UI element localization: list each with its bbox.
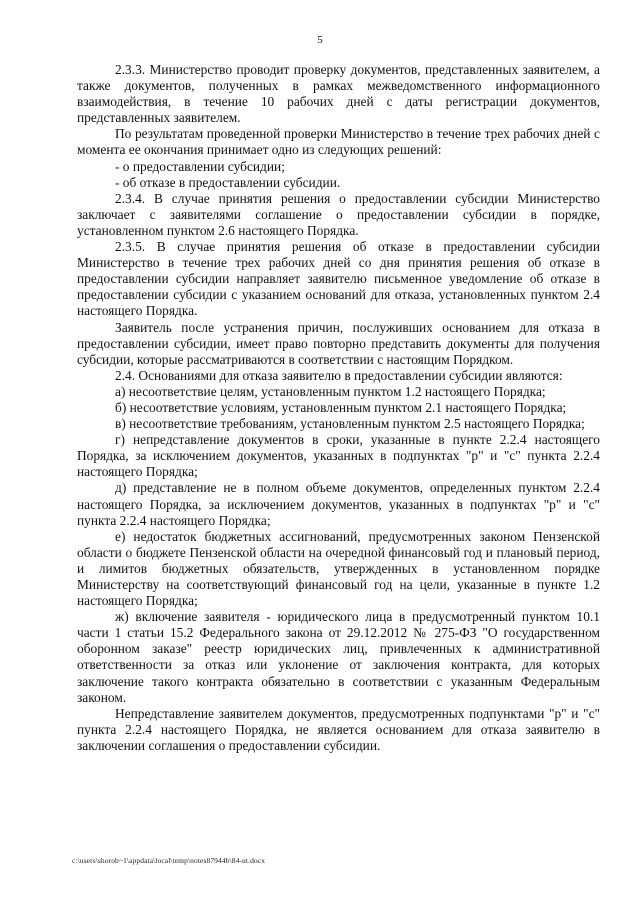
footer-file-path: c:\users\shorob~1\appdata\local\temp\notes87944b\84-ut.docx xyxy=(72,856,266,865)
page-number: 5 xyxy=(317,34,323,46)
paragraph-2-3-3: 2.3.3. Министерство проводит проверку документов, представленных заявителем, а также документов, полученных в рамках межведомственного информационного взаимодействия, в течение 10 рабочих дней с даты регистрации документов, представленных заявителем. xyxy=(77,62,600,126)
paragraph-2-4-zh: ж) включение заявителя - юридического лица в предусмотренный пунктом 10.1 части 1 статьи 15.2 Федерального закона от 29.12.2012 № 275-ФЗ "О государственном оборонном заказе" реестр юридических лиц, привлеченных к административной ответственности за отказ или уклонение от заключения контракта, для которых заключение такого контракта обязательно в соответствии с указанным Федеральным законом. xyxy=(77,609,600,705)
paragraph-2-3-5: 2.3.5. В случае принятия решения об отказе в предоставлении субсидии Министерство в течение трех рабочих дней со дня принятия решения об отказе в предоставлении субсидии направляет заявителю письменное уведомление об отказе в предоставлении субсидии с указанием оснований для отказа, установленных пунктом 2.4 настоящего Порядка. xyxy=(77,239,600,319)
paragraph-2-4-e: е) недостаток бюджетных ассигнований, предусмотренных законом Пензенской области о бюджете Пензенской области на очередной финансовый год и плановый период, и лимитов бюджетных обязательств, утвержденных в установленном порядке Министерству на соответствующий финансовый год на цели, указанные в пункте 1.2 настоящего Порядка; xyxy=(77,528,600,609)
paragraph-2-4-v: в) несоответствие требованиям, установленным пунктом 2.5 настоящего Порядка; xyxy=(115,416,585,432)
paragraph-2-4-d: д) представление не в полном объеме документов, определенных пунктом 2.2.4 настоящего Порядка, за исключением документов, указанных в подпунктах "р" и "с" пункта 2.2.4 настоящего Порядка; xyxy=(77,480,600,528)
paragraph-2-4: 2.4. Основаниями для отказа заявителю в предоставлении субсидии являются: xyxy=(115,367,563,383)
paragraph-reapply: Заявитель после устранения причин, послуживших основанием для отказа в предоставлении субсидии, имеет право повторно представить документы для получения субсидии, которые рассматриваются в соответствии с настоящим Порядком. xyxy=(77,319,600,367)
paragraph-2-4-g: г) непредставление документов в сроки, указанные в пункте 2.2.4 настоящего Порядка, за исключением документов, указанных в подпунктах "р" и "с" пункта 2.2.4 настоящего Порядка; xyxy=(77,432,600,480)
paragraph-check-results: По результатам проведенной проверки Министерство в течение трех рабочих дней с момента ее окончания принимает одно из следующих решений: xyxy=(77,126,600,158)
paragraph-2-4-a: а) несоответствие целям, установленным пунктом 1.2 настоящего Порядка; xyxy=(115,383,546,399)
paragraph-decision-grant: - о предоставлении субсидии; xyxy=(115,158,285,174)
paragraph-2-4-b: б) несоответствие условиям, установленным пунктом 2.1 настоящего Порядка; xyxy=(115,399,567,415)
document-body xyxy=(77,62,600,754)
paragraph-decision-refuse: - об отказе в предоставлении субсидии. xyxy=(115,174,341,190)
paragraph-2-3-4: 2.3.4. В случае принятия решения о предоставлении субсидии Министерство заключает с заявителями соглашение о предоставлении субсидии в порядке, установленном пунктом 2.6 настоящего Порядка. xyxy=(77,190,600,238)
paragraph-nonsubmission: Непредставление заявителем документов, предусмотренных подпунктами "р" и "с" пункта 2.2.4 настоящего Порядка, не является основанием для отказа заявителю в заключении соглашения о предоставлении субсидии. xyxy=(77,705,600,753)
